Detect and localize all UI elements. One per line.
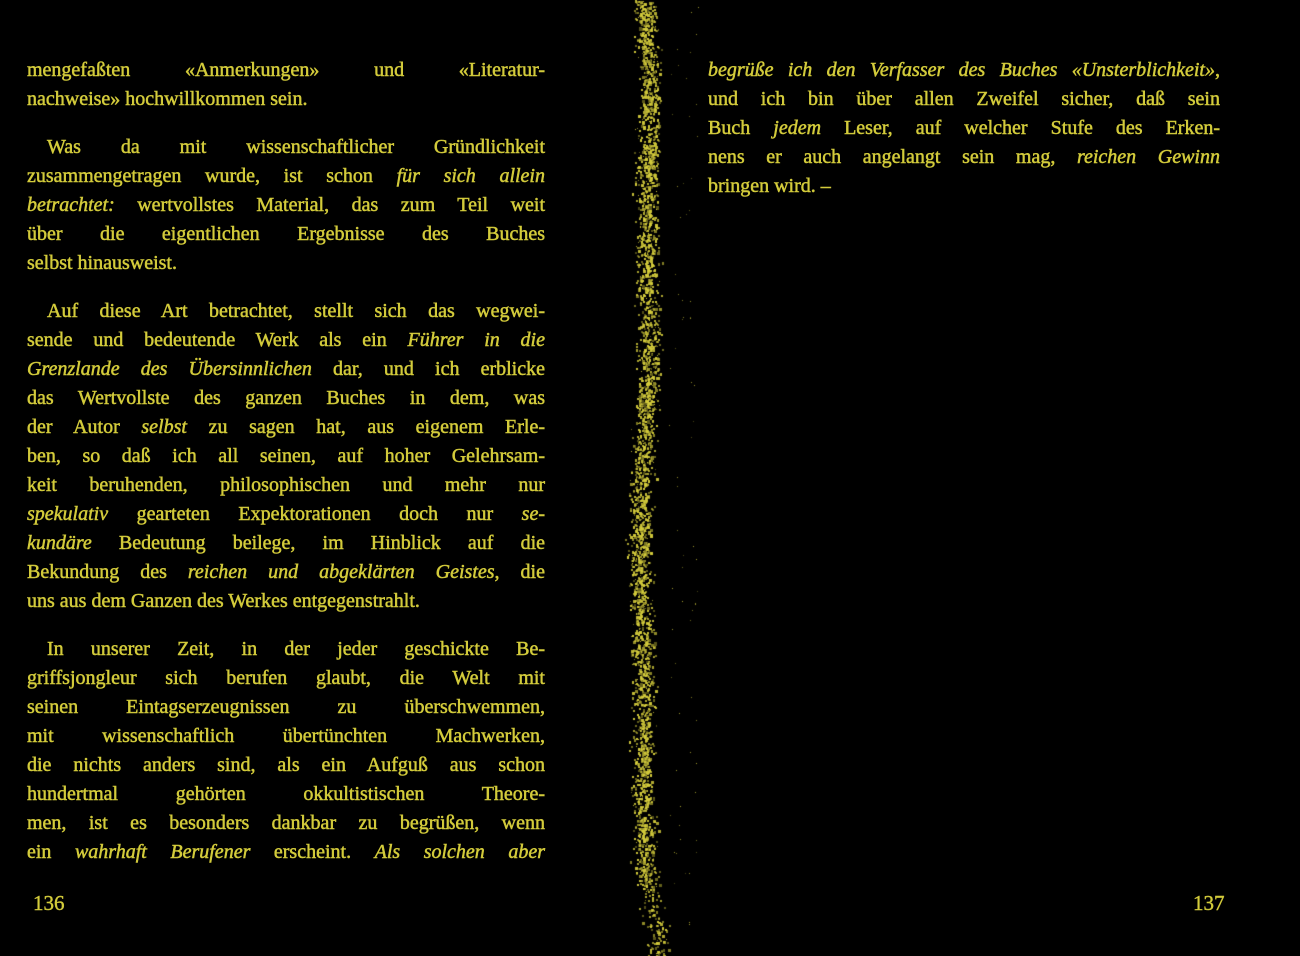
italic-text-segment: betrachtet: xyxy=(27,194,115,216)
italic-text-segment: wahrhaft Berufener xyxy=(74,841,251,863)
text-segment: griffsjongleur sich berufen glaubt, die Welt mit xyxy=(27,667,545,689)
italic-text-segment: selbst xyxy=(141,416,187,438)
text-line xyxy=(708,172,1220,201)
text-line xyxy=(708,56,1220,85)
text-segment: seinen Eintagserzeugnissen zu überschwemmen, xyxy=(27,696,545,718)
text-line xyxy=(27,297,545,326)
italic-text-segment: für sich allein xyxy=(396,165,545,187)
text-segment: Leser, auf welcher Stufe des Erken- xyxy=(821,117,1221,139)
text-line xyxy=(27,558,545,587)
text-line xyxy=(27,664,545,693)
italic-text-segment: jedem xyxy=(773,117,822,139)
text-line xyxy=(27,780,545,809)
text-segment: das Wertvollste des ganzen Buches in dem, was xyxy=(27,387,545,409)
text-segment: In unserer Zeit, in der jeder geschickte Be- xyxy=(47,638,545,660)
text-segment: nens er auch angelangt sein mag, xyxy=(708,146,1077,168)
text-line xyxy=(27,693,545,722)
text-segment: über die eigentlichen Ergebnisse des Buches xyxy=(27,223,545,245)
page-left-text-block xyxy=(27,56,545,867)
text-segment: Bedeutung beilege, im Hinblick auf die xyxy=(91,532,545,554)
text-segment: men, ist es besonders dankbar zu begrüßen, wenn xyxy=(27,812,545,834)
italic-text-segment: spekulativ xyxy=(27,503,109,525)
italic-text-segment: reichen Gewinn xyxy=(1076,146,1220,168)
italic-text-segment: reichen und abgeklärten Geistes xyxy=(187,561,495,583)
text-line xyxy=(708,143,1220,172)
text-segment: sende und bedeutende Werk als ein xyxy=(27,329,408,351)
paragraph xyxy=(27,133,545,278)
text-segment: selbst hinausweist. xyxy=(27,252,177,274)
text-segment: wertvollstes Material, das zum Teil weit xyxy=(114,194,545,216)
text-line xyxy=(27,191,545,220)
text-line xyxy=(27,587,545,616)
binding-gutter-noise xyxy=(590,0,710,956)
italic-text-segment: begrüße ich den Verfasser des Buches «Unsterblichkeit» xyxy=(708,59,1215,81)
text-segment: dar, und ich erblicke xyxy=(311,358,545,380)
text-segment: ein xyxy=(27,841,75,863)
text-line xyxy=(27,326,545,355)
text-segment: keit beruhenden, philosophischen und mehr nur xyxy=(27,474,545,496)
text-line xyxy=(27,838,545,867)
text-line xyxy=(708,85,1220,114)
text-line xyxy=(27,133,545,162)
text-segment: die nichts anders sind, als ein Aufguß aus schon xyxy=(27,754,545,776)
text-line xyxy=(27,384,545,413)
text-segment: Bekundung des xyxy=(27,561,188,583)
text-segment: Auf diese Art betrachtet, stellt sich das wegwei- xyxy=(47,300,545,322)
text-segment: zusammengetragen wurde, ist schon xyxy=(27,165,397,187)
text-line xyxy=(27,471,545,500)
italic-text-segment: Grenzlande des Übersinnlichen xyxy=(27,358,312,380)
text-segment: mengefaßten «Anmerkungen» und «Literatur- xyxy=(27,59,545,81)
text-segment: ben, so daß ich all seinen, auf hoher Gelehrsam- xyxy=(27,445,545,467)
page-right-text-block xyxy=(708,56,1220,201)
text-line xyxy=(27,500,545,529)
text-line xyxy=(27,220,545,249)
paragraph xyxy=(708,56,1220,201)
text-segment: , die xyxy=(494,561,545,583)
paragraph xyxy=(27,635,545,867)
text-segment: , xyxy=(1215,59,1220,81)
text-segment: uns aus dem Ganzen des Werkes entgegenstrahlt. xyxy=(27,590,420,612)
text-line xyxy=(27,635,545,664)
italic-text-segment: kundäre xyxy=(27,532,92,554)
page-number-left: 136 xyxy=(33,891,65,915)
paragraph xyxy=(27,297,545,616)
text-line xyxy=(27,751,545,780)
text-line xyxy=(27,355,545,384)
page-number-right: 137 xyxy=(1193,891,1225,915)
text-segment: bringen wird. – xyxy=(708,175,831,197)
text-segment: gearteten Expektorationen doch nur xyxy=(108,503,522,525)
text-segment: zu sagen hat, aus eigenem Erle- xyxy=(186,416,545,438)
text-line xyxy=(27,56,545,85)
text-segment: Buch xyxy=(708,117,774,139)
text-segment: hundertmal gehörten okkultistischen Theore- xyxy=(27,783,545,805)
text-segment: Was da mit wissenschaftlicher Gründlichkeit xyxy=(47,136,545,158)
text-line xyxy=(27,249,545,278)
text-segment: und ich bin über allen Zweifel sicher, daß sein xyxy=(708,88,1220,110)
italic-text-segment: se- xyxy=(521,503,545,525)
text-line xyxy=(27,413,545,442)
text-line xyxy=(27,162,545,191)
text-segment: nachweise» hochwillkommen sein. xyxy=(27,88,308,110)
text-line xyxy=(27,809,545,838)
text-segment: mit wissenschaftlich übertünchten Machwerken, xyxy=(27,725,545,747)
text-segment: der Autor xyxy=(27,416,142,438)
text-line xyxy=(27,442,545,471)
text-line xyxy=(27,85,545,114)
text-line xyxy=(27,529,545,558)
text-line xyxy=(708,114,1220,143)
italic-text-segment: Als solchen aber xyxy=(374,841,546,863)
italic-text-segment: Führer in die xyxy=(407,329,545,351)
text-segment: erscheint. xyxy=(250,841,375,863)
text-line xyxy=(27,722,545,751)
paragraph xyxy=(27,56,545,114)
